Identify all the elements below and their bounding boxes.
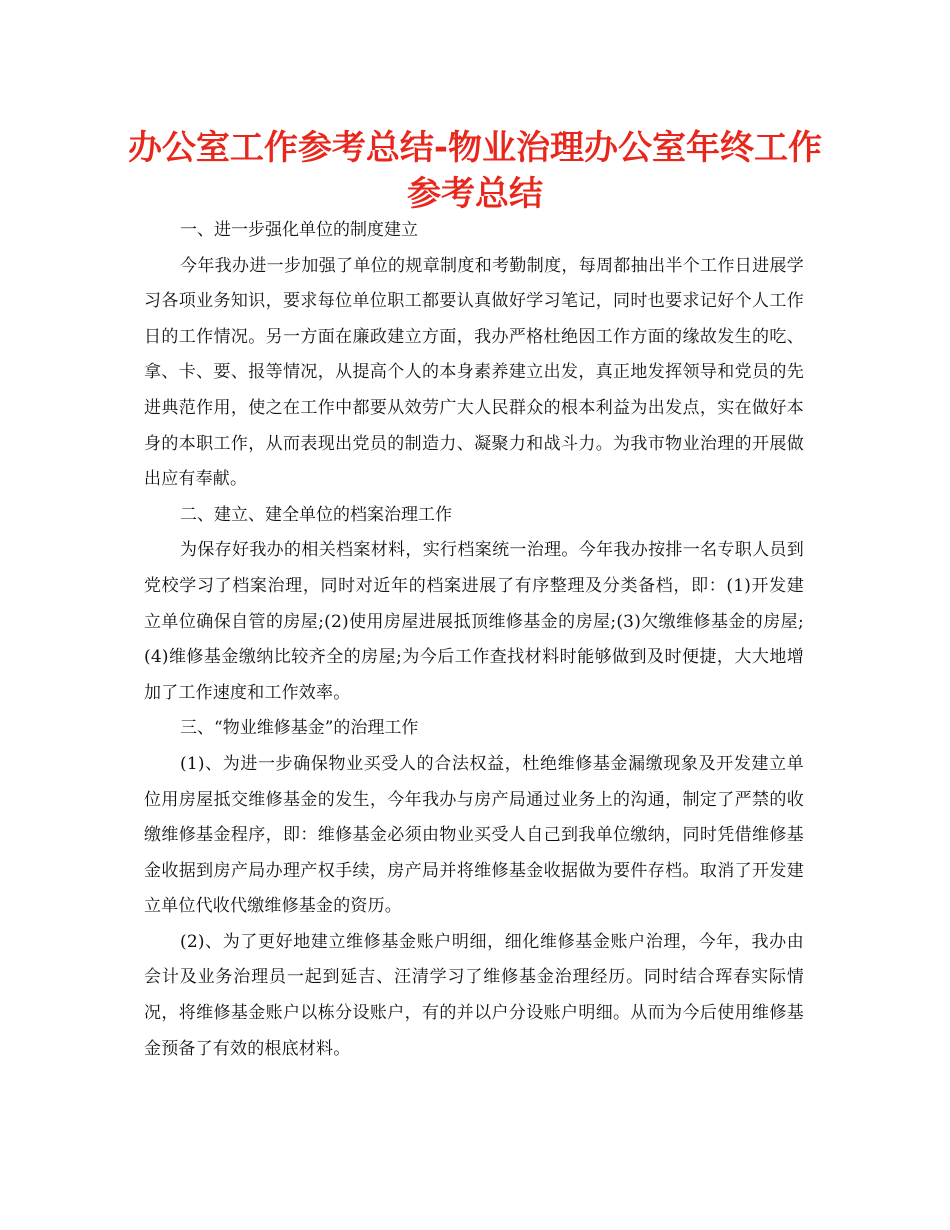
section-1-paragraph-1: 今年我办进一步加强了单位的规章制度和考勤制度，每周都抽出半个工作日进展学习各项业务知识，要求每位单位职工都要认真做好学习笔记，同时也要求记好个人工作日的工作情况。另一方面在廉政建立方面，我办严格杜绝因工作方面的缘故发生的吃、拿、卡、要、报等情况，从提高个人的本身素养建立出发，真正地发挥领导和党员的先进典范作用，使之在工作中都要从效劳广大人民群众的根本利益为出发点，实在做好本身的本职工作，从而表现出党员的制造力、凝聚力和战斗力。为我市物业治理的开展做出应有奉献。 [144, 255, 804, 490]
document-title-line2: 参考总结 [407, 174, 543, 214]
section-heading-1: 一、进一步强化单位的制度建立 [180, 220, 418, 240]
section-heading-3: 三、“物业维修基金”的治理工作 [180, 718, 419, 739]
document-title-line1: 办公室工作参考总结-物业治理办公室年终工作 [127, 128, 823, 168]
section-2-paragraph-1: 为保存好我办的相关档案材料，实行档案统一治理。今年我办按排一名专职人员到党校学习了档案治理，同时对近年的档案进展了有序整理及分类备档，即：(1)开发建立单位确保自管的房屋;(2)使用房屋进展抵顶维修基金的房屋;(3)欠缴维修基金的房屋;(4)维修基金缴纳比较齐全的房屋;为今后工作查找材料时能够做到及时便捷，大大地增加了工作速度和工作效率。 [144, 540, 804, 703]
section-3-paragraph-1: (1)、为进一步确保物业买受人的合法权益，杜绝维修基金漏缴现象及开发建立单位用房屋抵交维修基金的发生，今年我办与房产局通过业务上的沟通，制定了严禁的收缴维修基金程序，即：维修基金必须由物业买受人自己到我单位缴纳，同时凭借维修基金收据到房产局办理产权手续，房产局并将维修基金收据做为要件存档。取消了开发建立单位代收代缴维修基金的资历。 [144, 753, 804, 917]
section-3-paragraph-2: (2)、为了更好地建立维修基金账户明细，细化维修基金账户治理，今年，我办由会计及业务治理员一起到延吉、汪清学习了维修基金治理经历。同时结合珲春实际情况，将维修基金账户以栋分设账户，有的并以户分设账户明细。从而为今后使用维修基金预备了有效的根底材料。 [144, 931, 804, 1059]
section-heading-2: 二、建立、建全单位的档案治理工作 [180, 504, 452, 525]
document-body [144, 213, 804, 1067]
